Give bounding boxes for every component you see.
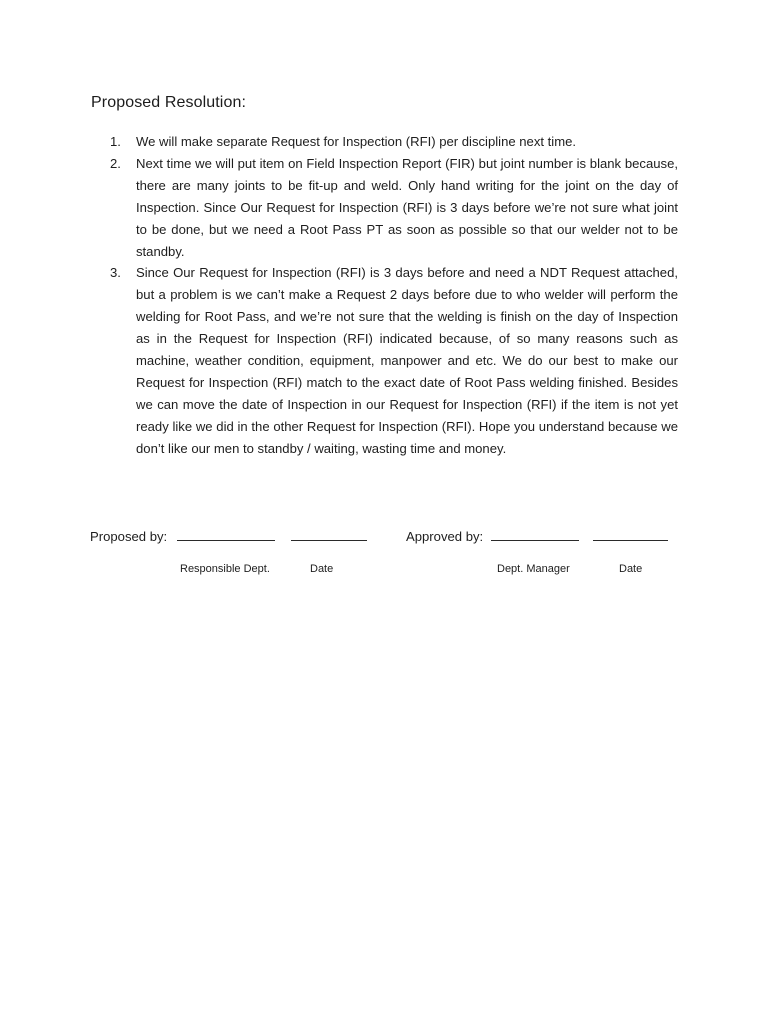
list-item	[110, 262, 678, 459]
proposed-by-label: Proposed by:	[90, 529, 168, 544]
proposed-date-caption: Date	[310, 563, 334, 575]
list-item-number: 1.	[110, 134, 121, 149]
approved-date-line	[593, 528, 668, 541]
approved-signature-line	[491, 528, 579, 541]
section-heading: Proposed Resolution:	[91, 94, 246, 111]
list-item-text: We will make separate Request for Inspection (RFI) per discipline next time.	[136, 134, 577, 149]
list-item-text: Next time we will put item on Field Inspection Report (FIR) but joint number is blank because, there are many joints to be fit-up and weld. Only hand writing for the joint on the day of Inspection. Since Our Request for Inspection (RFI) is 3 days before we’re not sure what joint to be done, but we need a Root Pass PT as soon as possible so that our welder not to be standby.	[136, 155, 678, 259]
responsible-dept-caption: Responsible Dept.	[180, 563, 270, 575]
list-item-text: Since Our Request for Inspection (RFI) is 3 days before and need a NDT Request attached, but a problem is we can’t make a Request 2 days before due to who welder will perform the welding for Root Pass, and we’re not sure that the welding is finish on the day of Inspection as in the Request for Inspection (RFI) indicated because, of so many reasons such as machine, weather condition, equipment, manpower and etc. We do our best to make our Request for Inspection (RFI) match to the exact date of Root Pass welding finished. Besides we can move the date of Inspection in our Request for Inspection (RFI) if the item is not yet ready like we did in the other Request for Inspection (RFI). Hope you understand because we don’t like our men to standby / waiting, wasting time and money.	[136, 265, 678, 456]
dept-manager-caption: Dept. Manager	[497, 563, 570, 575]
approved-date-caption: Date	[619, 563, 643, 575]
proposed-signature-line	[177, 528, 275, 541]
list-item-number: 2.	[110, 155, 121, 171]
list-item	[110, 153, 678, 263]
resolution-list	[110, 131, 678, 460]
proposed-by-row	[90, 528, 367, 544]
list-item	[110, 131, 678, 153]
approved-by-label: Approved by:	[406, 529, 484, 544]
proposed-date-line	[291, 528, 367, 541]
list-item-number: 3.	[110, 265, 121, 281]
approved-by-row	[406, 528, 668, 544]
